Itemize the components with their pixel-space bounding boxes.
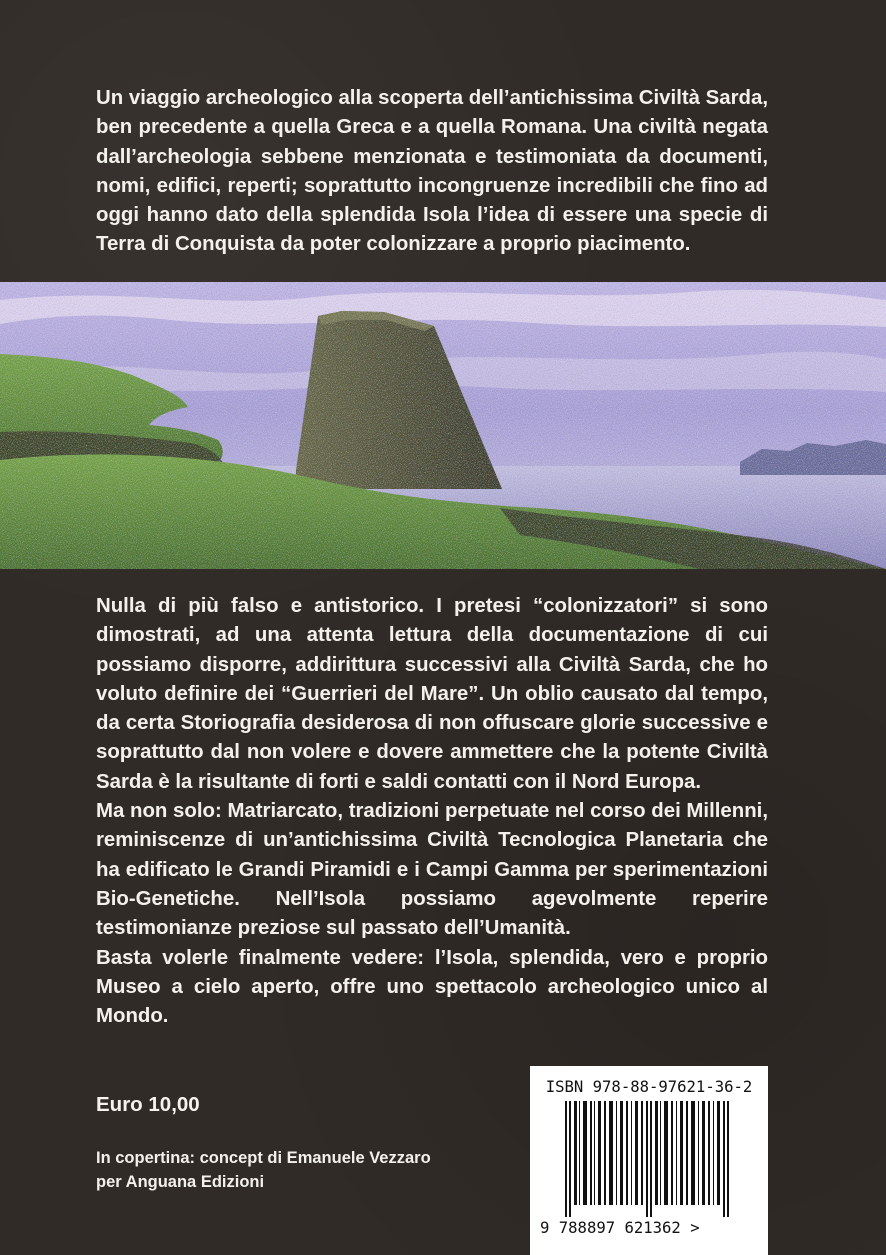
barcode-icon bbox=[565, 1101, 733, 1217]
price-label: Euro 10,00 bbox=[96, 1093, 200, 1116]
isbn-barcode-box bbox=[530, 1066, 768, 1255]
intro-text-block bbox=[96, 84, 768, 260]
credit-line-2: per Anguana Edizioni bbox=[96, 1173, 265, 1191]
cover-credits bbox=[96, 1146, 526, 1194]
body-text-block bbox=[96, 592, 768, 1031]
body-paragraph-2: Ma non solo: Matriarcato, tradizioni perpetuate nel corso dei Millenni, reminiscenze di un’antichissima Civiltà Tecnologica Planetaria che ha edificato le Grandi Piramidi e i Campi Gamma per sperimentazioni Bio-Genetiche. Nell’Isola possiamo agevolmente reperire testimonianze preziose sul passato dell’Umanità. bbox=[96, 800, 768, 940]
credit-line-1: In copertina: concept di Emanuele Vezzaro bbox=[96, 1149, 431, 1167]
barcode-digits: 9 788897 621362 > bbox=[540, 1219, 700, 1237]
body-paragraph-1: Nulla di più falso e antistorico. I pretesi “colonizzatori” si sono dimostrati, ad una attenta lettura della documentazione di cui possiamo disporre, addirittura successivi alla Civiltà Sarda, che ho voluto definire dei “Guerrieri del Mare”. Un oblio causato dal tempo, da certa Storiografia desiderosa di non offuscare glorie successive e soprattutto dal non volere e dovere ammettere che la potente Civiltà Sarda è la risultante di forti e saldi contatti con il Nord Europa. bbox=[96, 595, 768, 793]
intro-paragraph: Un viaggio archeologico alla scoperta dell’antichissima Civiltà Sarda, ben precedente a quella Greca e a quella Romana. Una civiltà negata dall’archeologia sebbene menzionata e testimoniata da documenti, nomi, edifici, reperti; soprattutto incongruenze incredibili che fino ad oggi hanno dato della splendida Isola l’idea di essere una specie di Terra di Conquista da poter colonizzare a proprio piacimento. bbox=[96, 87, 768, 256]
isbn-text: ISBN 978-88-97621-36-2 bbox=[545, 1078, 753, 1096]
nuraghe-landscape-illustration bbox=[0, 282, 886, 569]
body-paragraph-3: Basta volerle finalmente vedere: l’Isola, splendida, vero e proprio Museo a cielo aperto, offre uno spettacolo archeologico unico al Mondo. bbox=[96, 946, 768, 1028]
landscape-image bbox=[0, 282, 886, 569]
